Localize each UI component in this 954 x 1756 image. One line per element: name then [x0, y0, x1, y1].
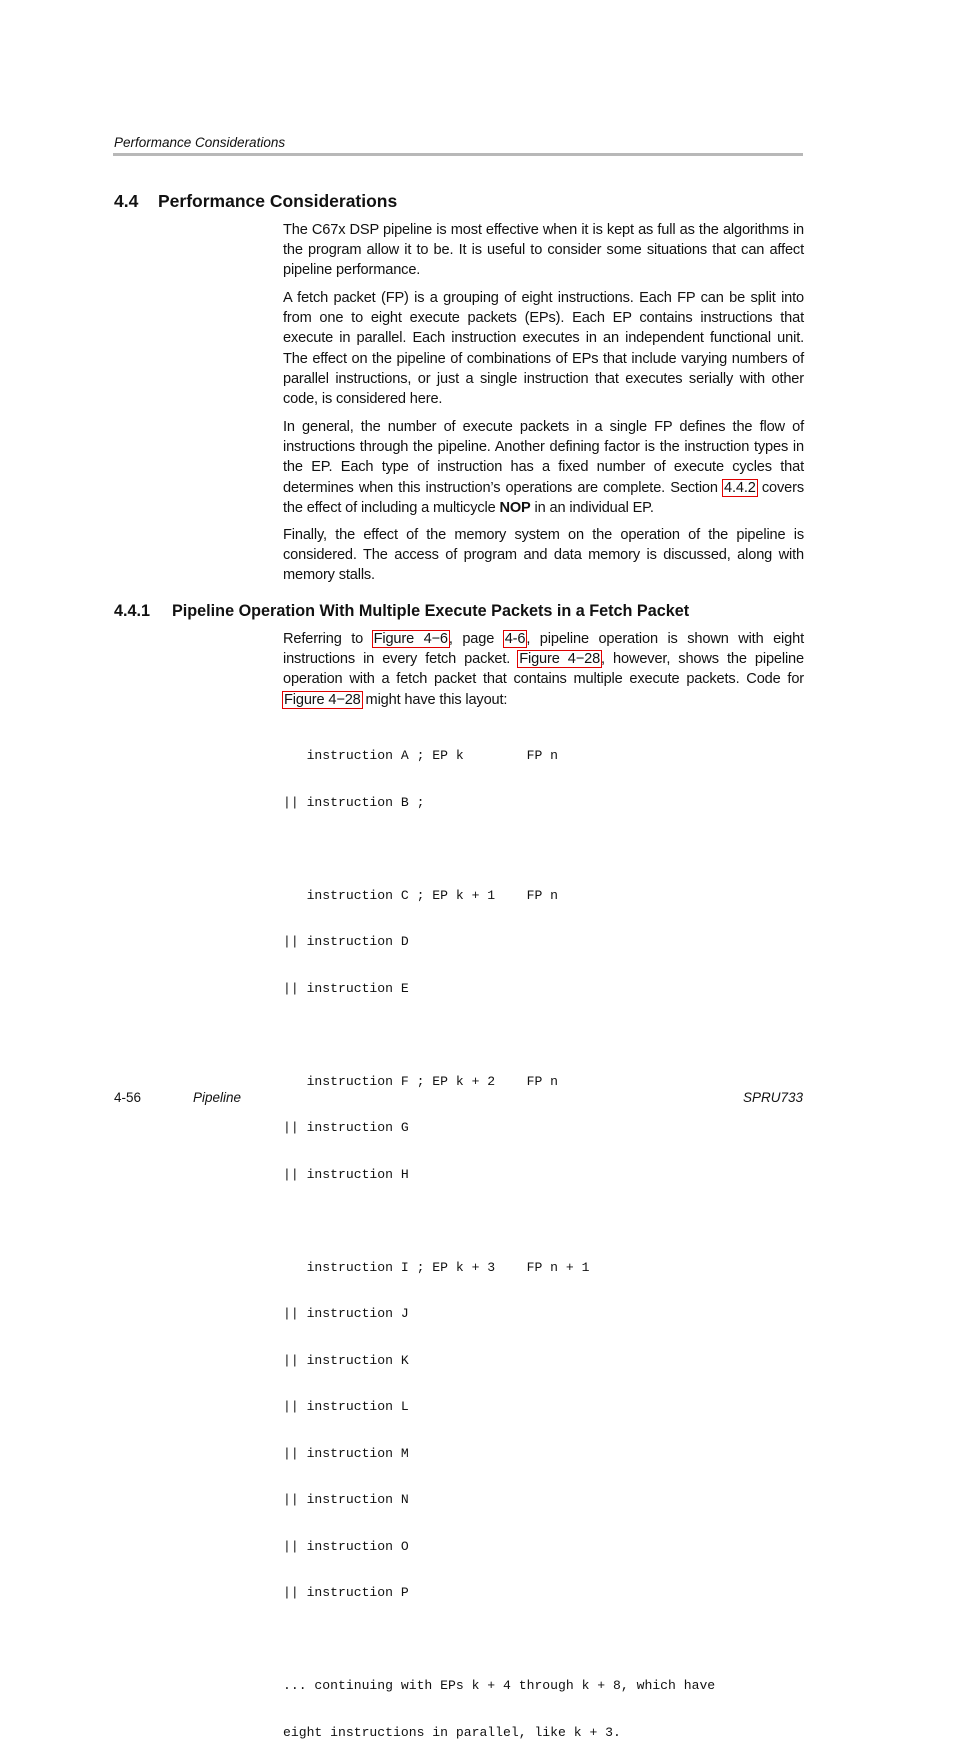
code-line: || instruction E: [283, 980, 409, 996]
subsection-number: 4.4.1: [114, 602, 151, 620]
paragraph-3-text-b: covers the effect of including a multicycle: [283, 479, 804, 516]
paragraph-3: [283, 417, 804, 518]
code-line: || instruction H: [283, 1166, 409, 1182]
figure-4-28-link-2[interactable]: Figure 4−28: [284, 691, 361, 708]
code-line: [283, 841, 715, 857]
code-line: || instruction D: [283, 934, 409, 949]
paragraph-5-text-e: might have this layout:: [361, 691, 508, 708]
paragraph-5-text-d: , however, shows the pipeline operation with a fetch packet that contains multiple execute packets. Code for: [283, 651, 804, 688]
code-line: [283, 1027, 715, 1043]
code-line: || instruction O: [283, 1538, 409, 1554]
paragraph-1: The C67x DSP pipeline is most effective when it is kept as full as the algorithms in the program allow it to be. It is useful to consider some situations that can affect pipeline performance.: [283, 222, 804, 279]
page-4-6-link[interactable]: 4-6: [504, 631, 526, 647]
paragraph-3-text-c: in an individual EP.: [530, 499, 654, 516]
code-line: || instruction B ;: [283, 794, 425, 810]
code-line: ... continuing with EPs k + 4 through k + 8, which have: [283, 1678, 716, 1693]
code-line: || instruction M: [283, 1445, 409, 1461]
code-line: || instruction J: [283, 1306, 409, 1321]
figure-4-6-link[interactable]: Figure 4−6: [373, 631, 448, 647]
code-line: || instruction K: [283, 1352, 409, 1368]
footer-doc-id: SPRU733: [742, 1090, 803, 1105]
code-line: || instruction G: [283, 1120, 409, 1135]
section-title: Performance Considerations: [158, 191, 398, 211]
paragraph-5-text-a: Referring to: [283, 631, 373, 647]
code-line: || instruction N: [283, 1492, 409, 1507]
nop-keyword: NOP: [499, 499, 531, 516]
code-line: [283, 1632, 715, 1648]
figure-4-28-link[interactable]: Figure 4−28: [519, 651, 601, 668]
code-listing: [283, 717, 715, 1756]
subsection-title: Pipeline Operation With Multiple Execute Packets in a Fetch Packet: [172, 602, 690, 620]
running-header: Performance Considerations: [114, 135, 286, 150]
paragraph-3-text-a: In general, the number of execute packets in a single FP defines the flow of instructions through the pipeline. Another defining factor is the instruction types in the EP. Each type of instruction has a fixed number of execute cycles that determines when this instruction’s operations are complete. Section: [283, 419, 804, 496]
paragraph-5: [283, 629, 804, 710]
code-line: [283, 1213, 715, 1229]
section-heading: [114, 191, 397, 212]
code-line: eight instructions in parallel, like k + 3.: [283, 1724, 621, 1740]
subsection-heading: [114, 602, 689, 621]
code-line: instruction C ; EP k + 1 FP n: [283, 887, 559, 903]
section-number: 4.4: [114, 191, 139, 211]
code-line: instruction A ; EP k FP n: [283, 748, 559, 763]
section-4-4-2-link[interactable]: 4.4.2: [724, 479, 756, 496]
code-line: || instruction P: [283, 1585, 409, 1600]
header-rule: [113, 153, 803, 156]
paragraph-2: A fetch packet (FP) is a grouping of eight instructions. Each FP can be split into from one to eight execute packets (EPs). Each EP contains instructions that execute in parallel. Each instruction executes in an independent functional unit. The effect on the pipeline of combinations of EPs that include varying numbers of parallel instructions, or just a single instruction that executes serially with other code, is considered here.: [283, 290, 804, 408]
code-line: instruction I ; EP k + 3 FP n + 1: [283, 1259, 590, 1275]
footer-chapter: Pipeline: [193, 1090, 242, 1105]
code-line: || instruction L: [283, 1399, 409, 1414]
paragraph-5-text-c: , pipeline operation is shown with eight instructions in every fetch packet.: [283, 631, 804, 668]
code-line: instruction F ; EP k + 2 FP n: [283, 1073, 559, 1089]
footer-page-number: 4-56: [114, 1090, 142, 1105]
paragraph-4: Finally, the effect of the memory system on the operation of the pipeline is considered. The access of program and data memory is discussed, along with memory stalls.: [283, 527, 804, 584]
paragraph-5-text-b: , page: [448, 631, 504, 647]
